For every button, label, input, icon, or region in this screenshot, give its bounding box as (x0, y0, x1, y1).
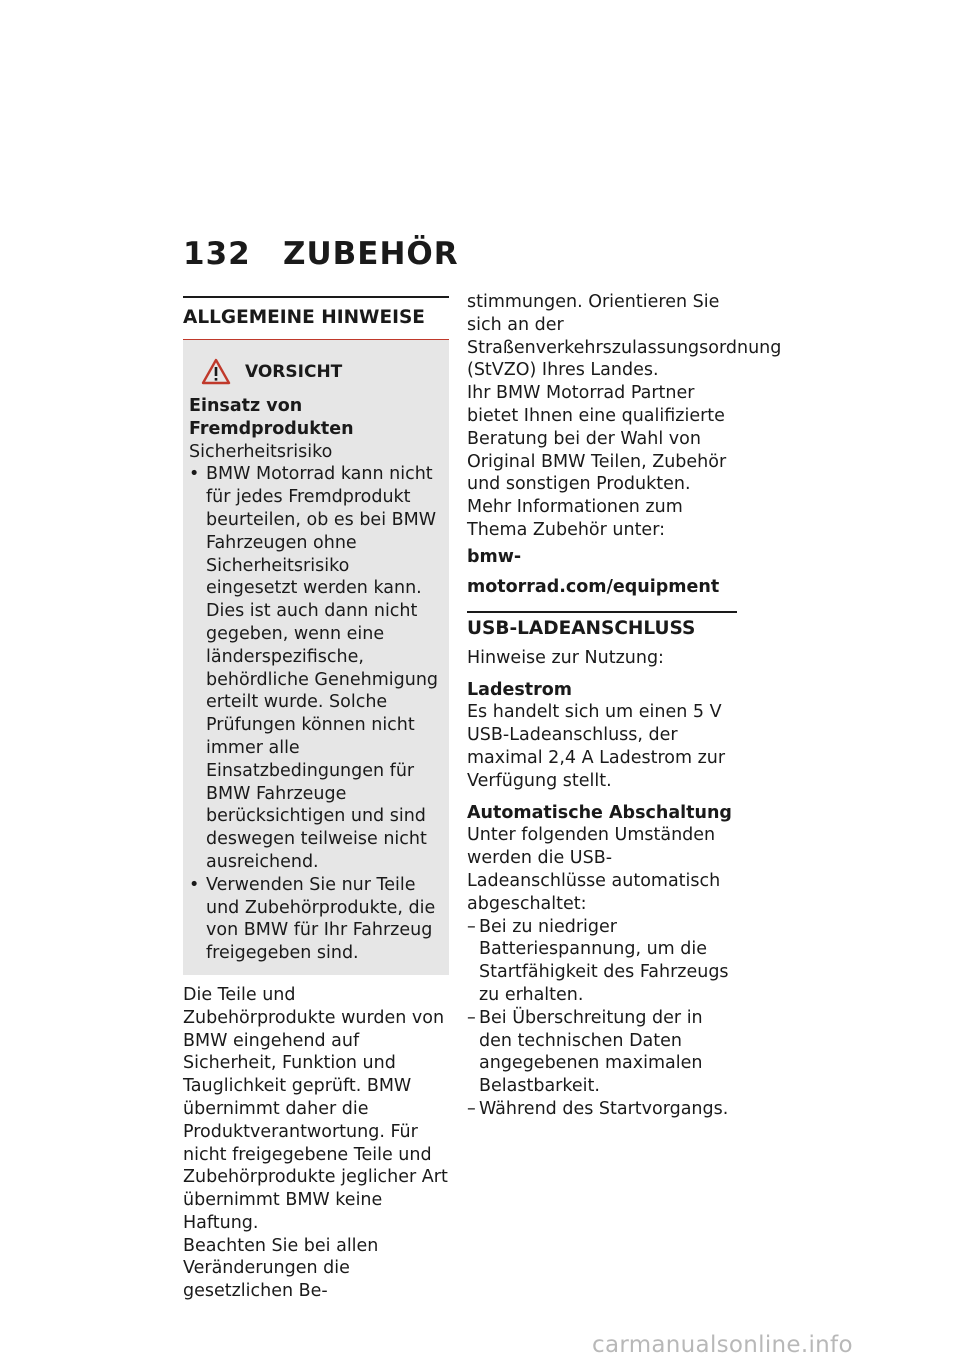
warning-header (189, 358, 443, 385)
abschaltung-text: Unter folgenden Umständen werden die USB-Ladeanschlüsse automatisch abgeschaltet: (467, 825, 721, 914)
abschaltung-item: – Bei Überschreitung der in den technischen Daten angegebenen maximalen Belastbarkeit. (467, 1007, 737, 1098)
abschaltung-title: Automatische Abschaltung (467, 802, 732, 823)
equipment-link[interactable]: bmw-motorrad.com/equipment (467, 546, 720, 597)
abschaltung-item: – Bei zu niedriger Batteriespannung, um die Startfähigkeit des Fahrzeugs zu erhalten. (467, 916, 737, 1007)
page-header (183, 236, 459, 272)
paragraph-veraenderungen-start: Beachten Sie bei allen Veränderungen die gesetzlichen Be- (183, 1235, 379, 1302)
warning-box (183, 340, 449, 975)
usb-intro: Hinweise zur Nutzung: (467, 647, 664, 668)
warning-label: VORSICHT (245, 361, 343, 382)
warning-triangle-icon (201, 358, 231, 385)
page-number: 132 (183, 236, 251, 272)
abschaltung-item: – Während des Startvorgangs. (467, 1098, 737, 1121)
warning-bullet-list (189, 463, 443, 965)
ladestrom-text: Es handelt sich um einen 5 V USB-Ladeanschluss, der maximal 2,4 A Ladestrom zur Verfügung stellt. (467, 702, 726, 791)
ladestrom-title: Ladestrom (467, 679, 573, 700)
chapter-title: ZUBEHÖR (283, 236, 459, 272)
section-title-wrap (183, 296, 449, 340)
section-title-usb: USB-LADEANSCHLUSS (467, 617, 696, 639)
right-column (467, 291, 782, 1121)
warning-bullet-item: • BMW Motorrad kann nicht für jedes Fremdprodukt beurteilen, ob es bei BMW Fahrzeugen ohne Sicherheitsrisiko eingesetzt werden kann. Dies ist auch dann nicht gegeben, wenn eine länderspezifische, behördliche Genehmigung erteilt wurde. Solche Prüfungen können nicht immer alle Einsatzbedingungen für BMW Fahrzeuge berücksichtigen und sind deswegen teilweise nicht ausreichend. (189, 463, 443, 873)
paragraph-more-info: Mehr Informationen zum Thema Zubehör unter: (467, 497, 683, 540)
watermark-text: carmanualsonline.info (592, 1332, 853, 1358)
warning-bullet-item: • Verwenden Sie nur Teile und Zubehörprodukte, die von BMW für Ihr Fahrzeug freigegeben sind. (189, 874, 443, 965)
abschaltung-list (467, 916, 737, 1121)
paragraph-veraenderungen-cont: stimmungen. Orientieren Sie sich an der Straßenverkehrszulassungsordnung (StVZO) Ihres Landes. (467, 292, 782, 381)
warning-subheading: Sicherheitsrisiko (189, 441, 333, 462)
section-title-allgemeine: ALLGEMEINE HINWEISE (183, 296, 449, 328)
warning-heading: Einsatz von Fremdprodukten (189, 396, 354, 439)
usb-section (467, 611, 737, 639)
paragraph-pruefung: Die Teile und Zubehörprodukte wurden von BMW eingehend auf Sicherheit, Funktion und Tauglichkeit geprüft. BMW übernimmt daher die Produktverantwortung. Für nicht freigegebene Teile und Zubehörprodukte jeglicher Art übernimmt BMW keine Haftung. (183, 984, 448, 1233)
left-column (183, 296, 449, 1303)
paragraph-partner: Ihr BMW Motorrad Partner bietet Ihnen eine qualifizierte Beratung bei der Wahl von Original BMW Teilen, Zubehör und sonstigen Produkten. (467, 383, 727, 495)
